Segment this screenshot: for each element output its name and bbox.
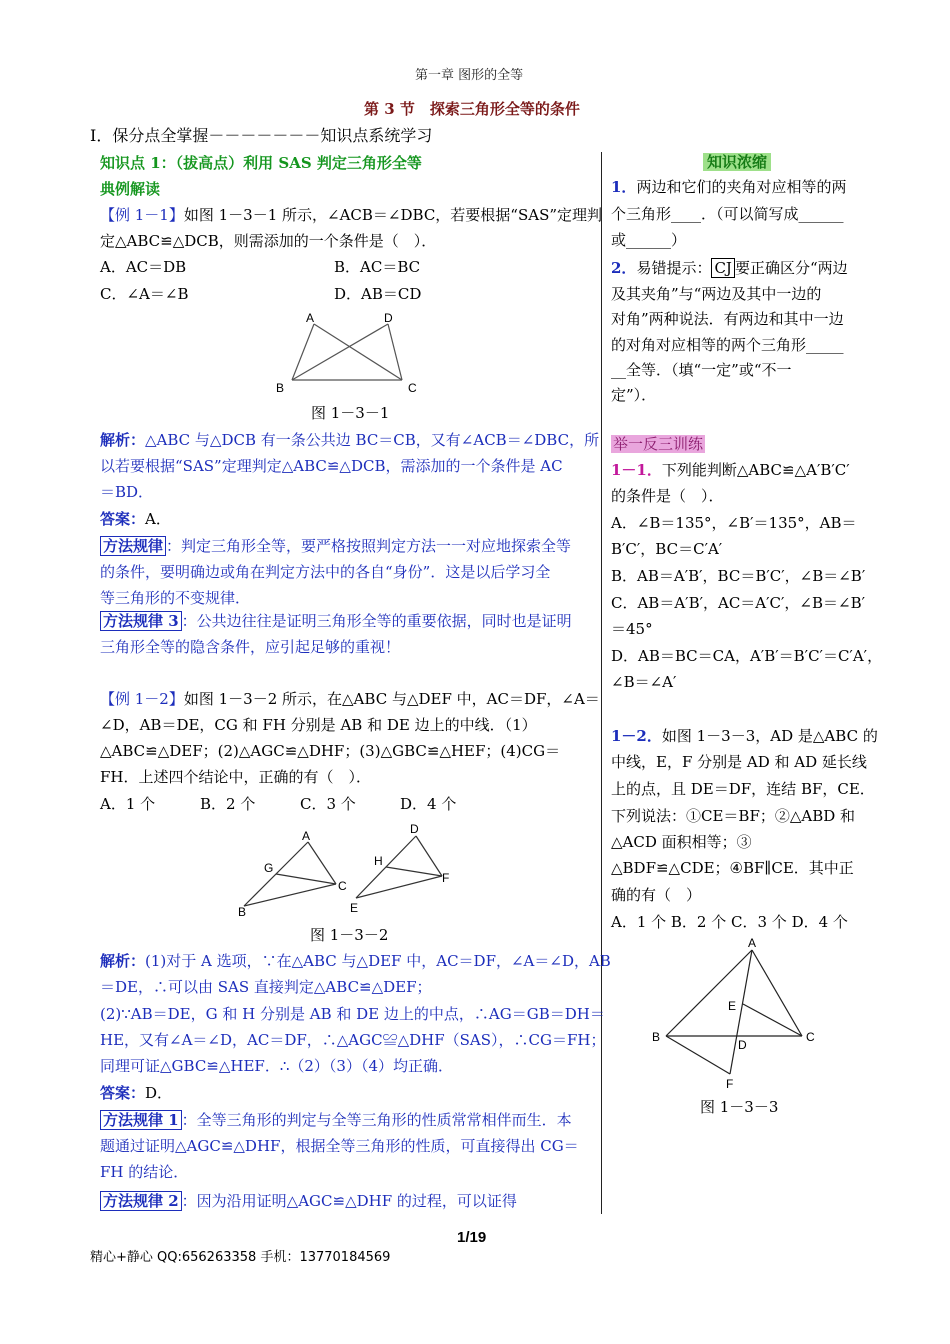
method-rule-1-line1: ：判定三角形全等，要严格按照判定方法一一对应地探索全等 bbox=[166, 537, 572, 555]
question-1-2-line1: 如图 1－3－3，AD 是△ABC 的 bbox=[661, 727, 878, 745]
example-1-2-line2: ∠D，AB＝DE，CG 和 FH 分别是 AB 和 DE 边上的中线．（1） bbox=[100, 716, 537, 734]
answer-1-label: 答案： bbox=[100, 510, 146, 528]
cj-badge: CJ bbox=[711, 258, 735, 278]
analysis-2-line5: 同理可证△GBC≌△HEF．∴（2）（3）（4）均正确． bbox=[100, 1057, 454, 1075]
training-heading bbox=[611, 434, 705, 454]
figure-1-3-3-caption: 图 1－3－3 bbox=[700, 1098, 779, 1116]
example-1-1-line1: 如图 1－3－1 所示，∠ACB＝∠DBC，若要根据“SAS”定理判 bbox=[183, 206, 603, 224]
q1-option-c-line2: ＝45° bbox=[611, 620, 653, 638]
summary-point-2-lead: 易错提示： bbox=[636, 259, 712, 277]
example-1-2-line4: FH．上述四个结论中，正确的有（ ）． bbox=[100, 768, 371, 786]
method-rule-2-line1: ：因为沿用证明△AGC≌△DHF 的过程，可以证得 bbox=[181, 1192, 517, 1210]
method-rule-3-line2: 三角形全等的隐含条件，应引起足够的重视！ bbox=[100, 638, 401, 656]
method-rule-2-label: 方法规律 2 bbox=[100, 1191, 182, 1211]
example-1-2-line3: △ABC≌△DEF；(2)△AGC≌△DHF；(3)△GBC≌△HEF；(4)CG＝ bbox=[100, 742, 561, 760]
method-rule-1b-line2: 题通过证明△AGC≌△DHF，根据全等三角形的性质，可直接得出 CG＝ bbox=[100, 1137, 579, 1155]
ex1-option-d: D．AB＝CD bbox=[334, 285, 422, 303]
analysis-2-label: 解析： bbox=[100, 952, 146, 970]
fig2-label-d: D bbox=[410, 822, 419, 836]
example-1-1 bbox=[100, 205, 602, 225]
method-rule-label: 方法规律 bbox=[100, 536, 166, 556]
summary-point-2-num: 2． bbox=[611, 259, 637, 277]
answer-1-value: A． bbox=[145, 510, 171, 528]
figure-1-3-1-caption: 图 1－3－1 bbox=[311, 404, 390, 422]
page-header: 第一章 图形的全等 bbox=[415, 68, 524, 83]
summary-point-1-line2: 个三角形____．（可以简写成______ bbox=[611, 205, 844, 223]
method-rule-1-line3: 等三角形的不变规律． bbox=[100, 589, 251, 607]
section-heading: I．保分点全掌握－－－－－－－知识点系统学习 bbox=[90, 126, 433, 145]
summary-point-2-line5: __全等．（填“一定”或“不一 bbox=[611, 361, 792, 379]
fig1-label-c: C bbox=[408, 381, 417, 395]
method-rule-3 bbox=[100, 611, 572, 631]
summary-point-2-line4: 的对角对应相等的两个三角形_____ bbox=[611, 336, 844, 354]
summary-point-1 bbox=[611, 177, 846, 197]
method-rule-1b-label: 方法规律 1 bbox=[100, 1110, 182, 1130]
method-rule-1b-line3: FH 的结论． bbox=[100, 1163, 189, 1181]
method-rule-1-line2: 的条件，要明确边或角在判定方法中的各自“身份”．这是以后学习全 bbox=[100, 563, 551, 581]
ex1-option-c: C．∠A＝∠B bbox=[100, 285, 189, 303]
question-1-1-line1: 下列能判断△ABC≌△A′B′C′ bbox=[661, 461, 850, 479]
analysis-1 bbox=[100, 430, 599, 450]
method-rule-3-label: 方法规律 3 bbox=[100, 611, 182, 631]
question-1-2-line7: 确的有（ ） bbox=[611, 886, 702, 904]
ex2-option-b: B．2 个 bbox=[200, 795, 256, 813]
fig2-label-a: A bbox=[302, 829, 311, 843]
fig2-label-c: C bbox=[338, 879, 347, 893]
fig3-label-d: D bbox=[738, 1038, 747, 1052]
column-divider bbox=[601, 152, 602, 1214]
analysis-1-label: 解析： bbox=[100, 431, 146, 449]
page-title: 第 3 节 探索三角形全等的条件 bbox=[364, 100, 580, 118]
fig1-label-b: B bbox=[276, 381, 285, 395]
q1-option-d: D．AB＝BC＝CA，A′B′＝B′C′＝C′A′， bbox=[611, 647, 883, 665]
figure-1-3-1 bbox=[270, 306, 430, 398]
fig2-label-h: H bbox=[374, 854, 383, 868]
q2-options: A．1 个 B．2 个 C．3 个 D．4 个 bbox=[611, 913, 848, 931]
question-1-2-line3: 上的点，且 DE＝DF，连结 BF，CE． bbox=[611, 780, 875, 798]
question-1-1-num: 1－1． bbox=[611, 461, 662, 479]
q1-option-b: B．AB＝A′B′，BC＝B′C′，∠B＝∠B′ bbox=[611, 567, 866, 585]
fig3-label-a: A bbox=[748, 936, 757, 950]
fig1-label-a: A bbox=[306, 311, 315, 325]
analysis-2-line2: ＝DE，∴可以由 SAS 直接判定△ABC≌△DEF； bbox=[100, 978, 432, 996]
ex2-option-c: C．3 个 bbox=[300, 795, 356, 813]
method-rule-3-line1: ：公共边往往是证明三角形全等的重要依据，同时也是证明 bbox=[181, 612, 572, 630]
summary-point-2 bbox=[611, 258, 848, 278]
summary-point-2-line1: 要正确区分“两边 bbox=[734, 259, 848, 277]
question-1-2-line5: △ACD 面积相等；③ bbox=[611, 833, 752, 851]
analysis-2 bbox=[100, 951, 611, 971]
fig3-label-f: F bbox=[726, 1077, 734, 1091]
example-1-2-label: 【例 1－2】 bbox=[100, 690, 184, 708]
answer-2-value: D． bbox=[145, 1084, 173, 1102]
fig3-label-b: B bbox=[652, 1030, 661, 1044]
fig2-label-g: G bbox=[264, 861, 274, 875]
summary-point-1-line1: 两边和它们的夹角对应相等的两 bbox=[636, 178, 847, 196]
analysis-2-line1: (1)对于 A 选项，∵在△ABC 与△DEF 中，AC＝DF，∠A＝∠D，AB bbox=[145, 952, 611, 970]
method-rule-1 bbox=[100, 536, 571, 556]
example-1-2-line1: 如图 1－3－2 所示，在△ABC 与△DEF 中，AC＝DF，∠A＝ bbox=[183, 690, 600, 708]
ex2-option-d: D．4 个 bbox=[400, 795, 457, 813]
knowledge-summary-label: 知识浓缩 bbox=[703, 153, 771, 171]
page-footer: 精心+静心 QQ:656263358 手机：13770184569 bbox=[90, 1250, 391, 1265]
question-1-2-line4: 下列说法：①CE＝BF；②△ABD 和 bbox=[611, 807, 856, 825]
answer-2-label: 答案： bbox=[100, 1084, 146, 1102]
figure-1-3-2-caption: 图 1－3－2 bbox=[310, 926, 389, 944]
fig2-label-f: F bbox=[442, 871, 450, 885]
knowledge-summary-heading bbox=[703, 152, 771, 172]
analysis-1-line3: ＝BD． bbox=[100, 483, 154, 501]
example-1-1-label: 【例 1－1】 bbox=[100, 206, 184, 224]
ex1-option-a: A．AC＝DB bbox=[100, 258, 187, 276]
fig3-label-c: C bbox=[806, 1030, 815, 1044]
analysis-2-line4: HE，又有∠A＝∠D，AC＝DF，∴△AGC≌△DHF（SAS），∴CG＝FH； bbox=[100, 1031, 606, 1049]
example-1-1-line2: 定△ABC≌△DCB，则需添加的一个条件是（ ）． bbox=[100, 232, 437, 250]
q1-option-d-line2: ∠B＝∠A′ bbox=[611, 673, 677, 691]
ex1-option-b: B．AC＝BC bbox=[334, 258, 421, 276]
figure-1-3-2 bbox=[232, 818, 462, 918]
summary-point-2-line6: 定”）． bbox=[611, 386, 657, 404]
summary-point-2-line3: 对角”两种说法．有两边和其中一边 bbox=[611, 310, 844, 328]
example-heading: 典例解读 bbox=[100, 180, 161, 198]
answer-1 bbox=[100, 509, 171, 529]
question-1-1-line2: 的条件是（ ）． bbox=[611, 487, 724, 505]
summary-point-2-line2: 及其夹角”与“两边及其中一边的 bbox=[611, 285, 822, 303]
question-1-2-num: 1－2． bbox=[611, 727, 662, 745]
q1-option-a: A．∠B＝135°，∠B′＝135°，AB＝ bbox=[611, 514, 857, 532]
training-label: 举一反三训练 bbox=[613, 435, 704, 453]
summary-point-1-num: 1． bbox=[611, 178, 637, 196]
analysis-1-line2: 以若要根据“SAS”定理判定△ABC≌△DCB，需添加的一个条件是 AC bbox=[100, 457, 563, 475]
method-rule-1b-line1: ：全等三角形的判定与全等三角形的性质常常相伴而生．本 bbox=[181, 1111, 572, 1129]
summary-point-1-line3: 或______） bbox=[611, 231, 687, 249]
knowledge-point-1: 知识点 1：（拔高点）利用 SAS 判定三角形全等 bbox=[100, 154, 422, 172]
q1-option-a-line2: B′C′，BC＝C′A′ bbox=[611, 540, 723, 558]
method-rule-1b bbox=[100, 1110, 572, 1130]
analysis-2-line3: (2)∵AB＝DE，G 和 H 分别是 AB 和 DE 边上的中点，∴AG＝GB＝DH＝ bbox=[100, 1005, 605, 1023]
method-rule-2 bbox=[100, 1191, 517, 1211]
analysis-1-line1: △ABC 与△DCB 有一条公共边 BC＝CB，又有∠ACB＝∠DBC，所 bbox=[145, 431, 600, 449]
fig2-label-e: E bbox=[350, 901, 359, 915]
q1-option-c: C．AB＝A′B′，AC＝A′C′，∠B＝∠B′ bbox=[611, 594, 866, 612]
example-1-2 bbox=[100, 689, 600, 709]
question-1-2 bbox=[611, 726, 878, 746]
page-number: 1/19 bbox=[457, 1229, 487, 1246]
question-1-2-line6: △BDF≌△CDE；④BF∥CE．其中正 bbox=[611, 859, 854, 877]
fig1-label-d: D bbox=[384, 311, 393, 325]
fig2-label-b: B bbox=[238, 905, 247, 918]
answer-2 bbox=[100, 1083, 172, 1103]
figure-1-3-3 bbox=[648, 936, 824, 1092]
question-1-1 bbox=[611, 460, 850, 480]
ex2-option-a: A．1 个 bbox=[100, 795, 156, 813]
fig3-label-e: E bbox=[728, 999, 737, 1013]
question-1-2-line2: 中线，E，F 分别是 AD 和 AD 延长线 bbox=[611, 753, 867, 771]
